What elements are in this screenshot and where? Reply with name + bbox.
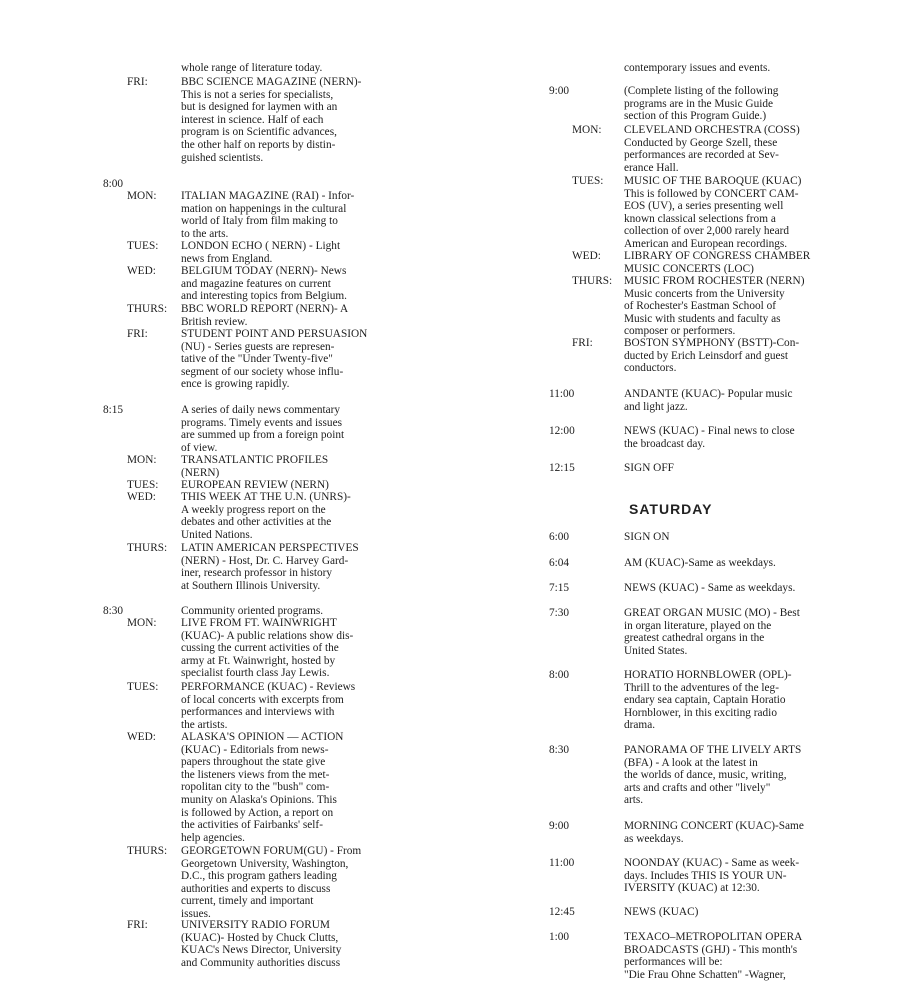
- program-description-line: (NU) - Series guests are represen-: [181, 340, 335, 353]
- program-description-line: debates and other activities at the: [181, 516, 332, 529]
- program-description-line: LATIN AMERICAN PERSPECTIVES: [181, 542, 359, 554]
- program-description-line: Community oriented programs.: [181, 605, 324, 617]
- program-description-line: the listeners views from the met-: [181, 768, 330, 781]
- program-description-line: conductors.: [624, 362, 677, 375]
- schedule-time: 7:30: [549, 607, 570, 619]
- program-description-line: known classical selections from a: [624, 212, 776, 225]
- program-description-line: guished scientists.: [181, 151, 264, 164]
- program-description-line: BELGIUM TODAY (NERN)- News: [181, 265, 347, 277]
- program-description-line: performances will be:: [624, 956, 723, 969]
- program-description-line: whole range of literature today.: [181, 62, 323, 74]
- program-description-line: and interesting topics from Belgium.: [181, 290, 347, 303]
- weekday-label: MON:: [127, 454, 157, 466]
- program-description-line: but is designed for laymen with an: [181, 101, 338, 114]
- program-description-line: ropolitan city to the "bush" com-: [181, 781, 330, 794]
- program-description-line: issues.: [181, 908, 211, 920]
- program-description-line: NEWS (KUAC): [624, 906, 699, 918]
- program-description-line: tative of the "Under Twenty-five": [181, 353, 333, 366]
- weekday-label: TUES:: [127, 479, 159, 491]
- schedule-time: 8:30: [549, 744, 570, 756]
- program-description-line: CLEVELAND ORCHESTRA (COSS): [624, 124, 800, 136]
- schedule-time: 8:00: [103, 178, 124, 190]
- program-description-line: program is on Scientific advances,: [181, 126, 337, 139]
- weekday-label: THURS:: [127, 542, 168, 554]
- program-description-line: AM (KUAC)-Same as weekdays.: [624, 557, 776, 569]
- program-description-line: help agencies.: [181, 831, 245, 844]
- program-description-line: NEWS (KUAC) - Same as weekdays.: [624, 582, 796, 594]
- program-description-line: specialist fourth class Jay Lewis.: [181, 667, 330, 680]
- program-description-line: GREAT ORGAN MUSIC (MO) - Best: [624, 607, 800, 619]
- program-description-line: BROADCASTS (GHJ) - This month's: [624, 943, 798, 956]
- schedule-time: 12:00: [549, 425, 575, 437]
- weekday-label: TUES:: [572, 175, 604, 187]
- program-description-line: section of this Program Guide.): [624, 110, 767, 123]
- program-description-line: performances and interviews with: [181, 706, 335, 719]
- program-description-line: (Complete listing of the following: [624, 85, 779, 97]
- program-description-line: iner, research professor in history: [181, 567, 333, 580]
- program-description-line: United Nations.: [181, 528, 253, 541]
- program-description-line: LIBRARY OF CONGRESS CHAMBER: [624, 250, 811, 262]
- program-description-line: segment of our society whose influ-: [181, 365, 344, 378]
- weekday-label: TUES:: [127, 681, 159, 693]
- program-description-line: LONDON ECHO ( NERN) - Light: [181, 240, 341, 252]
- program-description-line: contemporary issues and events.: [624, 62, 771, 74]
- program-description-line: EOS (UV), a series presenting well: [624, 200, 784, 213]
- program-description-line: drama.: [624, 719, 656, 732]
- schedule-time: 11:00: [549, 388, 575, 400]
- program-description-line: Georgetown University, Washington,: [181, 857, 349, 870]
- weekday-label: WED:: [127, 731, 156, 743]
- program-description-line: (NERN): [181, 466, 220, 479]
- program-description-line: the other half on reports by distin-: [181, 139, 336, 151]
- program-description-line: and light jazz.: [624, 400, 688, 413]
- weekday-label: MON:: [572, 124, 602, 136]
- weekday-label: THURS:: [572, 275, 613, 287]
- program-description-line: composer or performers.: [624, 325, 736, 338]
- schedule-time: 12:15: [549, 462, 575, 474]
- program-description-line: army at Ft. Wainwright, hosted by: [181, 654, 336, 667]
- program-description-line: the artists.: [181, 718, 228, 731]
- program-description-line: This is not a series for specialists,: [181, 88, 334, 101]
- weekday-label: THURS:: [127, 845, 168, 857]
- program-description-line: (KUAC)- Hosted by Chuck Clutts,: [181, 931, 339, 944]
- program-description-line: IVERSITY (KUAC) at 12:30.: [624, 882, 760, 895]
- program-description-line: world of Italy from film making to: [181, 215, 338, 228]
- program-description-line: programs. Timely events and issues: [181, 416, 342, 429]
- program-description-line: United States.: [624, 644, 688, 657]
- program-description-line: of view.: [181, 441, 218, 454]
- schedule-time: 1:00: [549, 931, 570, 943]
- weekday-label: FRI:: [127, 919, 148, 931]
- program-description-line: in organ literature, played on the: [624, 619, 772, 632]
- program-description-line: are summed up from a foreign point: [181, 429, 345, 442]
- program-description-line: PANORAMA OF THE LIVELY ARTS: [624, 744, 802, 756]
- program-description-line: and magazine features on current: [181, 277, 331, 290]
- program-description-line: MORNING CONCERT (KUAC)-Same: [624, 820, 804, 832]
- weekday-label: FRI:: [572, 337, 593, 349]
- weekday-label: WED:: [572, 250, 601, 262]
- program-description-line: arts.: [624, 794, 644, 807]
- program-description-line: mation on happenings in the cultural: [181, 202, 347, 215]
- program-description-line: ALASKA'S OPINION — ACTION: [181, 731, 344, 743]
- program-description-line: the worlds of dance, music, writing,: [624, 769, 787, 782]
- program-description-line: BBC WORLD REPORT (NERN)- A: [181, 303, 349, 315]
- weekday-label: FRI:: [127, 328, 148, 340]
- program-description-line: MUSIC OF THE BAROQUE (KUAC): [624, 175, 802, 187]
- program-description-line: American and European recordings.: [624, 238, 788, 250]
- program-description-line: the activities of Fairbanks' self-: [181, 819, 323, 832]
- program-description-line: A weekly progress report on the: [181, 503, 326, 516]
- program-description-line: ence is growing rapidly.: [181, 378, 290, 391]
- schedule-time: 9:00: [549, 820, 570, 832]
- program-description-line: (NERN) - Host, Dr. C. Harvey Gard-: [181, 554, 349, 567]
- program-description-line: papers throughout the state give: [181, 756, 326, 769]
- program-description-line: (BFA) - A look at the latest in: [624, 756, 758, 769]
- schedule-time: 11:00: [549, 857, 575, 869]
- program-description-line: SIGN OFF: [624, 462, 674, 474]
- program-description-line: BOSTON SYMPHONY (BSTT)-Con-: [624, 337, 800, 349]
- program-description-line: as weekdays.: [624, 832, 684, 845]
- program-description-line: to the arts.: [181, 227, 229, 240]
- program-description-line: UNIVERSITY RADIO FORUM: [181, 919, 330, 931]
- program-description-line: is followed by Action, a report on: [181, 806, 334, 819]
- program-description-line: NOONDAY (KUAC) - Same as week-: [624, 857, 800, 869]
- schedule-time: 12:45: [549, 906, 575, 918]
- program-description-line: Hornblower, in this exciting radio: [624, 706, 777, 719]
- program-description-line: days. Includes THIS IS YOUR UN-: [624, 869, 787, 882]
- program-description-line: HORATIO HORNBLOWER (OPL)-: [624, 669, 792, 681]
- program-description-line: programs are in the Music Guide: [624, 97, 774, 110]
- weekday-label: WED:: [127, 265, 156, 277]
- weekday-label: WED:: [127, 491, 156, 503]
- schedule-time: 8:30: [103, 605, 124, 617]
- program-description-line: MUSIC CONCERTS (LOC): [624, 262, 754, 275]
- program-description-line: erance Hall.: [624, 161, 679, 174]
- program-description-line: Music with students and faculty as: [624, 312, 781, 325]
- program-description-line: PERFORMANCE (KUAC) - Reviews: [181, 681, 356, 693]
- program-description-line: LIVE FROM FT. WAINWRIGHT: [181, 617, 337, 629]
- program-description-line: SIGN ON: [624, 531, 670, 543]
- weekday-label: MON:: [127, 617, 157, 629]
- schedule-time: 6:04: [549, 557, 570, 569]
- program-description-line: A series of daily news commentary: [181, 404, 341, 416]
- program-description-line: (KUAC) - Editorials from news-: [181, 743, 329, 756]
- program-description-line: cussing the current activities of the: [181, 642, 339, 655]
- program-description-line: authorities and experts to discuss: [181, 882, 331, 895]
- program-description-line: GEORGETOWN FORUM(GU) - From: [181, 845, 362, 857]
- program-description-line: TEXACO–METROPOLITAN OPERA: [624, 931, 803, 943]
- program-description-line: Conducted by George Szell, these: [624, 136, 778, 149]
- weekday-label: MON:: [127, 190, 157, 202]
- schedule-time: 8:15: [103, 404, 124, 416]
- program-description-line: of local concerts with excerpts from: [181, 693, 344, 706]
- program-description-line: D.C., this program gathers leading: [181, 870, 337, 883]
- program-description-line: EUROPEAN REVIEW (NERN): [181, 479, 329, 491]
- program-description-line: current, timely and important: [181, 895, 314, 908]
- program-description-line: ducted by Erich Leinsdorf and guest: [624, 349, 789, 362]
- program-description-line: THIS WEEK AT THE U.N. (UNRS)-: [181, 491, 351, 503]
- program-description-line: (KUAC)- A public relations show dis-: [181, 629, 354, 642]
- program-description-line: news from England.: [181, 252, 273, 265]
- program-description-line: munity on Alaska's Opinions. This: [181, 794, 337, 806]
- program-description-line: Music concerts from the University: [624, 287, 785, 300]
- program-description-line: and Community authorities discuss: [181, 956, 341, 969]
- program-description-line: ANDANTE (KUAC)- Popular music: [624, 388, 793, 400]
- program-description-line: collection of over 2,000 rarely heard: [624, 225, 789, 238]
- program-description-line: of Rochester's Eastman School of: [624, 300, 777, 313]
- program-description-line: KUAC's News Director, University: [181, 944, 342, 957]
- program-description-line: at Southern Illinois University.: [181, 579, 321, 592]
- schedule-time: 6:00: [549, 531, 570, 543]
- program-description-line: This is followed by CONCERT CAM-: [624, 187, 799, 200]
- program-description-line: NEWS (KUAC) - Final news to close: [624, 425, 795, 437]
- program-description-line: arts and crafts and other "lively": [624, 781, 771, 794]
- program-description-line: the broadcast day.: [624, 437, 706, 450]
- schedule-time: 8:00: [549, 669, 570, 681]
- program-description-line: greatest cathedral organs in the: [624, 632, 765, 645]
- section-heading: SATURDAY: [629, 501, 713, 517]
- program-description-line: performances are recorded at Sev-: [624, 149, 779, 162]
- program-description-line: BBC SCIENCE MAGAZINE (NERN)-: [181, 76, 362, 88]
- program-description-line: STUDENT POINT AND PERSUASION: [181, 328, 368, 340]
- schedule-time: 7:15: [549, 582, 570, 594]
- program-description-line: interest in science. Half of each: [181, 113, 324, 126]
- program-description-line: British review.: [181, 315, 248, 328]
- schedule-time: 9:00: [549, 85, 570, 97]
- program-description-line: "Die Frau Ohne Schatten" -Wagner,: [624, 968, 786, 981]
- weekday-label: THURS:: [127, 303, 168, 315]
- weekday-label: TUES:: [127, 240, 159, 252]
- program-description-line: ITALIAN MAGAZINE (RAI) - Infor-: [181, 190, 355, 202]
- program-description-line: Thrill to the adventures of the leg-: [624, 681, 779, 694]
- program-description-line: TRANSATLANTIC PROFILES: [181, 454, 329, 466]
- program-description-line: MUSIC FROM ROCHESTER (NERN): [624, 275, 805, 287]
- weekday-label: FRI:: [127, 76, 148, 88]
- program-description-line: endary sea captain, Captain Horatio: [624, 694, 786, 707]
